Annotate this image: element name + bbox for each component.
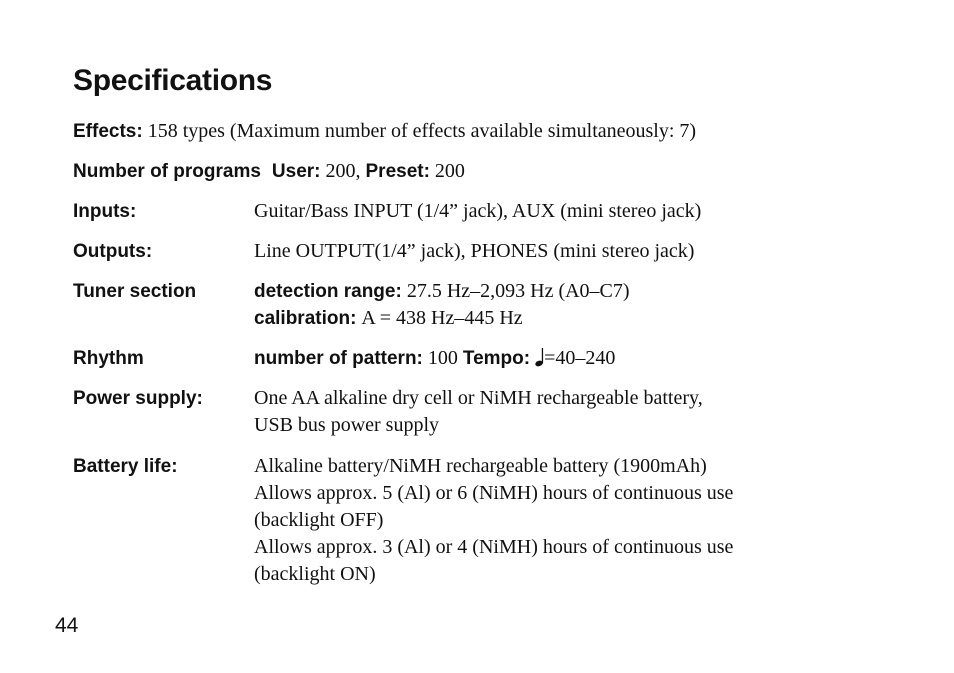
inputs-value: Guitar/Bass INPUT (1/4” jack), AUX (mini stereo jack) [254, 200, 702, 222]
outputs-value: Line OUTPUT(1/4” jack), PHONES (mini stereo jack) [254, 240, 695, 262]
page-title: Specifications [73, 64, 273, 97]
tuner-calibration-label: calibration: [254, 308, 357, 329]
inputs-label: Inputs: [73, 201, 137, 222]
rhythm-tempo-value: =40–240 [544, 347, 616, 369]
rhythm-pattern-label: number of pattern: [254, 348, 423, 369]
battery-label: Battery life: [73, 456, 178, 477]
spec-effects [73, 118, 873, 145]
tuner-values [254, 278, 894, 332]
page-number: 44 [55, 614, 79, 637]
spec-battery [73, 453, 873, 593]
spec-programs [73, 158, 873, 185]
battery-line-1: Alkaline battery/NiMH rechargeable battery (1900mAh) [254, 455, 707, 477]
power-label: Power supply: [73, 388, 203, 409]
programs-label: Number of programs [73, 161, 261, 182]
rhythm-label: Rhythm [73, 348, 144, 369]
battery-line-5: (backlight ON) [254, 563, 376, 585]
power-values [254, 385, 894, 439]
outputs-label: Outputs: [73, 241, 153, 262]
rhythm-tempo-label: Tempo: [462, 348, 531, 369]
spec-tuner [73, 278, 873, 334]
programs-preset-value: 200 [434, 160, 465, 182]
programs-preset-label: Preset: [365, 161, 430, 182]
programs-user-value: 200, [325, 160, 361, 182]
rhythm-pattern-value: 100 [427, 347, 458, 369]
battery-values [254, 453, 894, 588]
programs-user-label: User: [271, 161, 321, 182]
battery-line-4: Allows approx. 3 (Al) or 4 (NiMH) hours of continuous use [254, 536, 734, 558]
tuner-range-value: 27.5 Hz–2,093 Hz (A0–C7) [406, 280, 630, 302]
tuner-calibration-value: A = 438 Hz–445 Hz [361, 307, 523, 329]
power-line-2: USB bus power supply [254, 414, 440, 436]
tuner-range-line [254, 278, 894, 305]
tuner-range-label: detection range: [254, 281, 402, 302]
tuner-calibration-line [254, 305, 894, 332]
rhythm-values [254, 345, 894, 372]
spec-power [73, 385, 873, 441]
battery-line-3: (backlight OFF) [254, 509, 384, 531]
battery-line-2: Allows approx. 5 (Al) or 6 (NiMH) hours of continuous use [254, 482, 734, 504]
power-line-1: One AA alkaline dry cell or NiMH rechargeable battery, [254, 387, 703, 409]
effects-value: 158 types (Maximum number of effects available simultaneously: 7) [147, 120, 697, 142]
quarter-note-icon [535, 347, 544, 367]
tuner-label: Tuner section [73, 281, 197, 302]
effects-label: Effects: [73, 121, 143, 142]
